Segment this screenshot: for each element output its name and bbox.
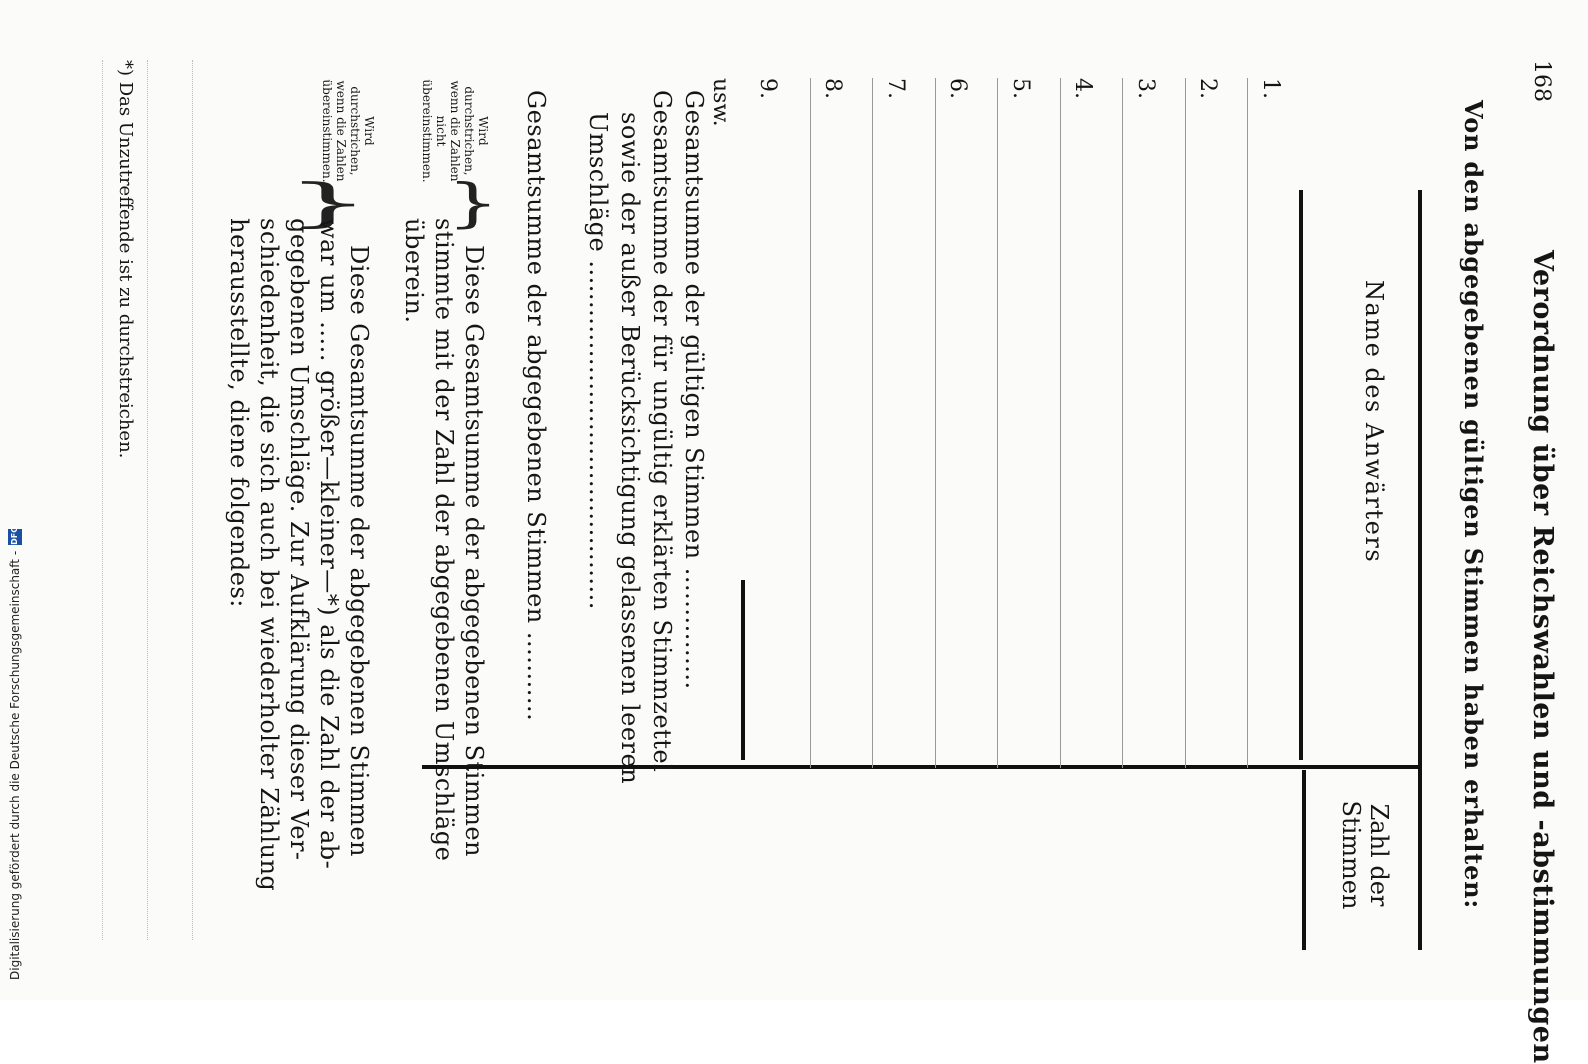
note-text: schiedenheit, die sich auch bei wiederholter Zählung (255, 218, 283, 892)
intro-line: Von den abgegebenen gültigen Stimmen haben erhalten: (1459, 100, 1488, 910)
note-text: war um ..... größer—kleiner—*) als die Zahl der ab- (315, 218, 343, 870)
footnote: *) Das Unzutreffende ist zu durchstreichen. (115, 60, 136, 459)
total-invalid-line: Umschläge ........................................... (584, 112, 612, 610)
row-line (1247, 78, 1248, 768)
note-text: Diese Gesamtsumme der abgegebenen Stimmen (345, 245, 373, 858)
table-top-rule (1418, 190, 1422, 950)
writing-line (192, 60, 193, 940)
writing-line (147, 60, 148, 940)
votes-bottom-rule (741, 580, 745, 760)
row-number: usw. (708, 78, 733, 127)
total-invalid-line: Gesamtsumme der für ungültig erklärten Stimmzettel (648, 90, 676, 773)
note-text: gegebenen Umschläge. Zur Aufklärung dieser Ver- (285, 218, 313, 861)
note-side-label: Wird durchstrichen, wenn die Zahlen nicht übereinstimmen. (420, 79, 490, 183)
note-text: überein. (400, 218, 428, 324)
note-text: stimmte mit der Zahl der abgegebenen Umschläge (430, 218, 458, 862)
total-valid-votes: Gesamtsumme der gültigen Stimmen ............... (680, 90, 708, 690)
column-header-votes: Zahl der Stimmen (1337, 800, 1393, 910)
row-line (1060, 78, 1061, 768)
row-line (1185, 78, 1186, 768)
row-number: 3. (1133, 78, 1158, 99)
row-number: 8. (820, 78, 845, 99)
row-line (997, 78, 998, 768)
row-line (872, 78, 873, 768)
row-line (810, 78, 811, 768)
column-header-name: Name des Anwärters (1360, 280, 1388, 564)
row-number: 2. (1195, 78, 1220, 99)
row-number: 7. (883, 78, 908, 99)
total-invalid-line: sowie der außer Berücksichtigung gelassenen leeren (616, 112, 644, 785)
row-number: 5. (1008, 78, 1033, 99)
dfg-logo: DFG (8, 529, 22, 545)
row-number: 6. (945, 78, 970, 99)
note-side-label: Wird durchstrichen, wenn die Zahlen übereinstimmen. (320, 79, 376, 183)
row-number: 4. (1070, 78, 1095, 99)
row-line (1122, 78, 1123, 768)
writing-line (102, 60, 103, 940)
page-number: 168 (1529, 60, 1554, 102)
votes-header-rule (1302, 770, 1306, 950)
brace-icon: { (446, 176, 500, 237)
table-header-rule (1299, 190, 1303, 760)
digitization-credit (0, 526, 30, 980)
total-cast-votes: Gesamtsumme der abgegebenen Stimmen ........... (522, 90, 550, 722)
row-line (935, 78, 936, 768)
note-text: Diese Gesamtsumme der abgegebenen Stimmen (460, 245, 488, 858)
note-text: herausstellte, diene folgendes: (225, 218, 253, 608)
brace-icon: { (284, 176, 372, 237)
row-number: 9. (755, 78, 780, 99)
row-number: 1. (1258, 78, 1283, 99)
credit-text: Digitalisierung gefördert durch die Deutsche Forschungsgemeinschaft - (8, 550, 22, 980)
page-title: Verordnung über Reichswahlen und -abstimmungen (1527, 250, 1558, 1064)
